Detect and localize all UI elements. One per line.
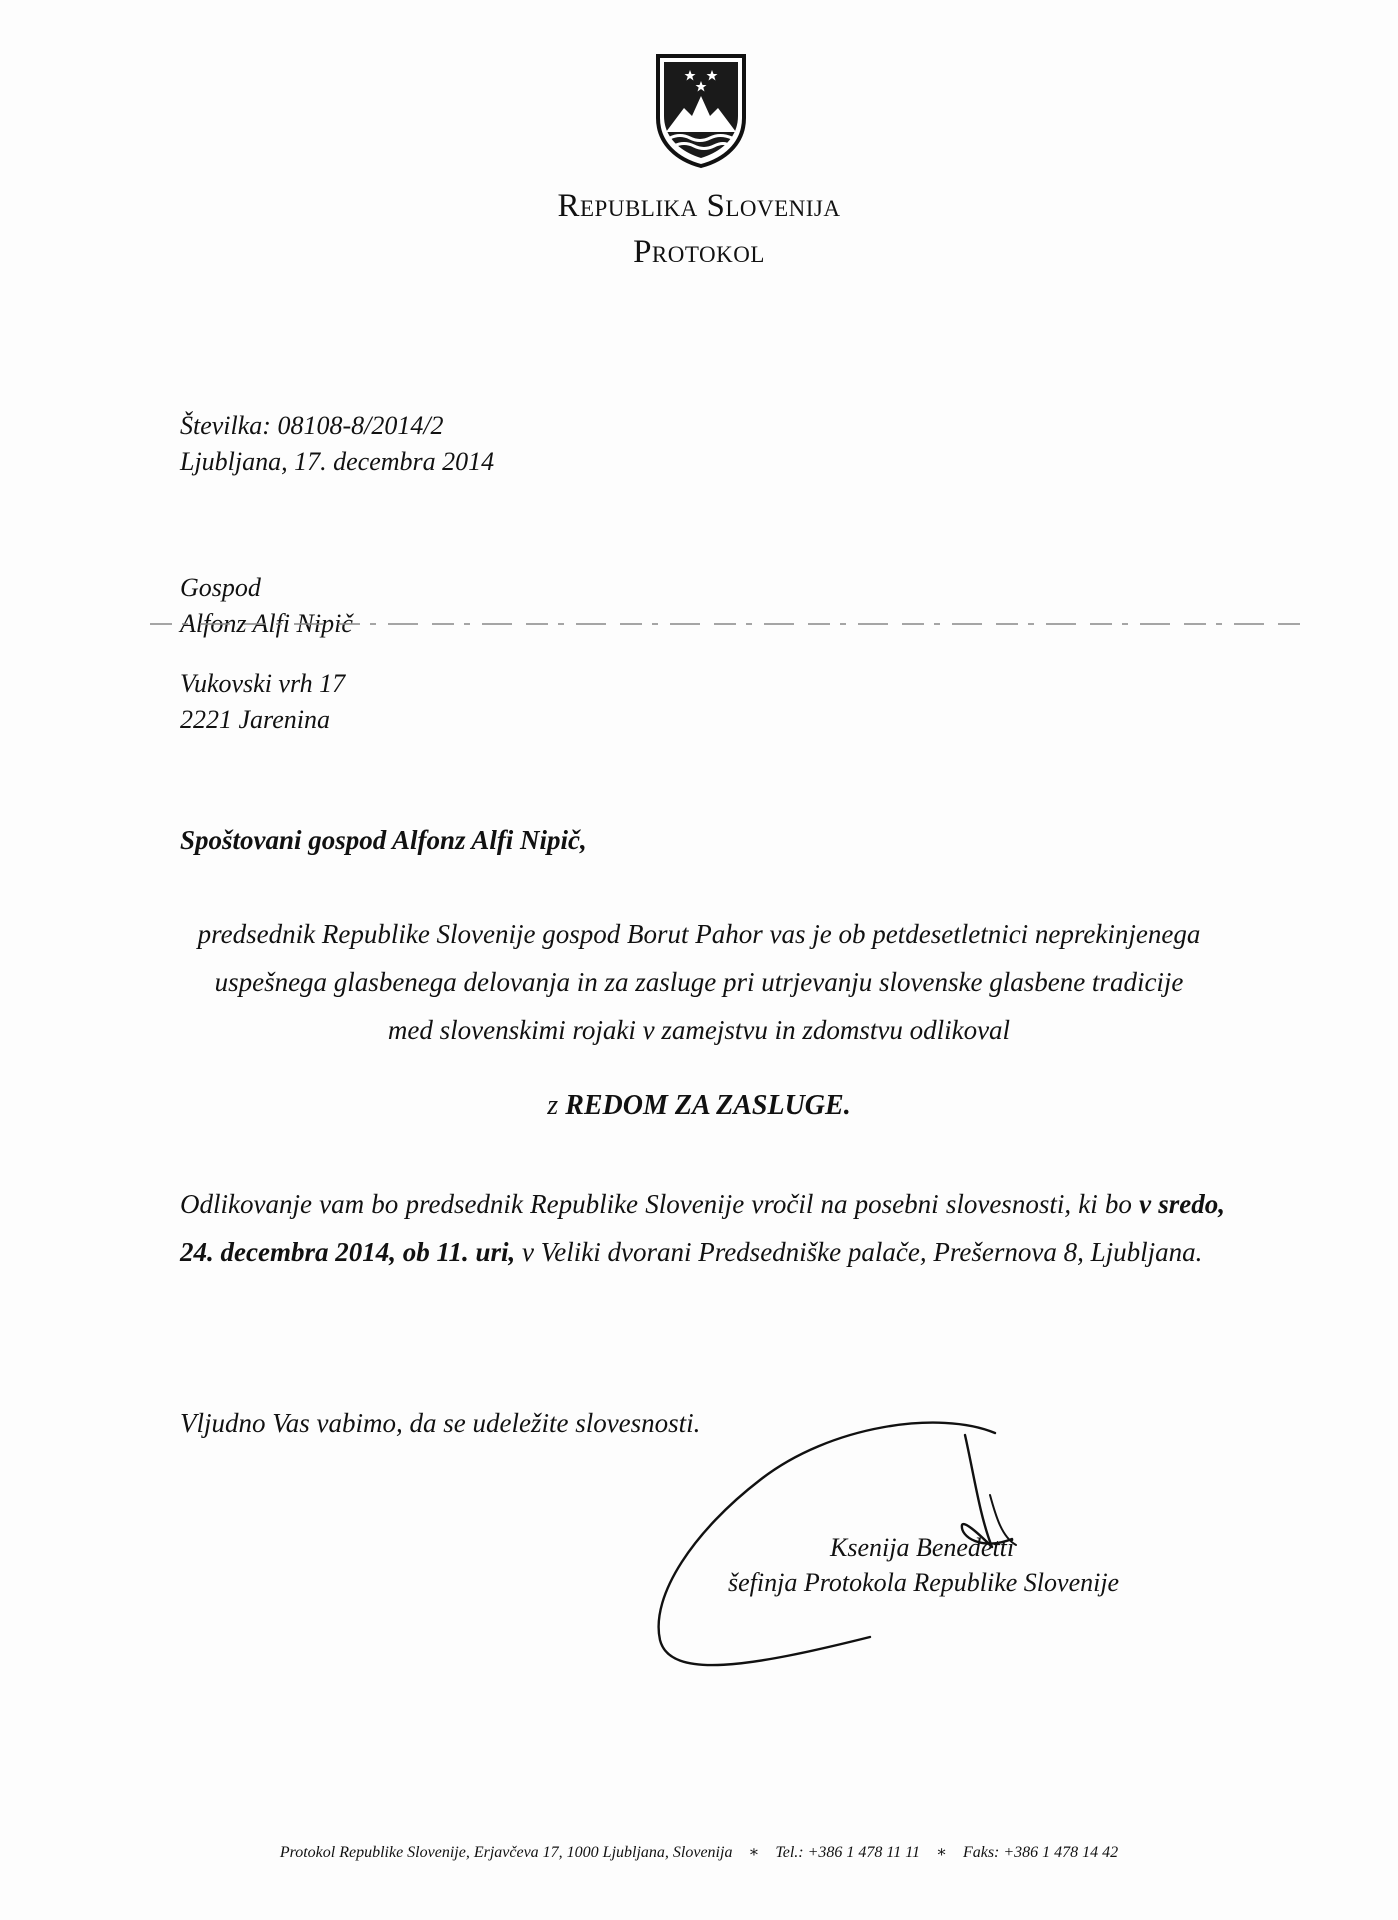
place-date: Ljubljana, 17. decembra 2014 [180,447,495,476]
recipient-title: Gospod [180,573,261,602]
footer-separator: ∗ [748,1844,760,1861]
letterhead-office: Protokol [633,234,765,270]
body-paragraph-1 [100,910,1298,1054]
signer-name: Ksenija Benedetti [830,1533,1015,1562]
signer-title: šefinja Protokola Republike Slovenije [728,1568,1120,1597]
ceremony-date: v sredo, 24. decembra 2014, ob 11. uri, [180,1189,1226,1267]
paragraph-1-line-2: uspešnega glasbenega delovanja in za zasluge pri utrjevanju slovenske glasbene tradicije [214,967,1184,997]
invitation: Vljudno Vas vabimo, da se udeležite slovesnosti. [180,1408,701,1438]
footer-fax: Faks: +386 1 478 14 42 [962,1844,1119,1861]
footer [0,1842,1398,1862]
footer-tel: Tel.: +386 1 478 11 11 [775,1844,921,1861]
footer-address: Protokol Republike Slovenije, Erjavčeva 17, 1000 Ljubljana, Slovenija [279,1844,733,1861]
letterhead-republic: Republika Slovenija [557,188,841,224]
award-name: REDOM ZA ZASLUGE. [565,1090,851,1121]
recipient-street: Vukovski vrh 17 [180,669,346,698]
paragraph-1-line-1: predsednik Republike Slovenije gospod Borut Pahor vas je ob petdesetletnici neprekinjenega [197,919,1201,949]
greeting: Spoštovani gospod Alfonz Alfi Nipič, [180,825,587,855]
recipient-city: 2221 Jarenina [180,705,330,734]
paragraph-1-line-3: med slovenskimi rojaki v zamejstvu in zdomstvu odlikoval [387,1015,1011,1045]
footer-separator: ∗ [936,1844,947,1861]
paragraph-2-end: v Veliki dvorani Predsedniške palače, Prešernova 8, Ljubljana. [522,1237,1203,1267]
body-paragraph-2 [180,1180,1225,1276]
coat-of-arms-icon [654,52,748,170]
award-prefix: z [547,1090,559,1121]
fold-line [150,622,1300,626]
award-line [0,1090,1398,1122]
recipient-name: Alfonz Alfi Nipič [180,609,353,638]
reference-number: Številka: 08108-8/2014/2 [180,411,444,440]
paragraph-2-start: Odlikovanje vam bo predsednik Republike Slovenije vročil na posebni slovesnosti, ki bo [180,1189,1132,1219]
